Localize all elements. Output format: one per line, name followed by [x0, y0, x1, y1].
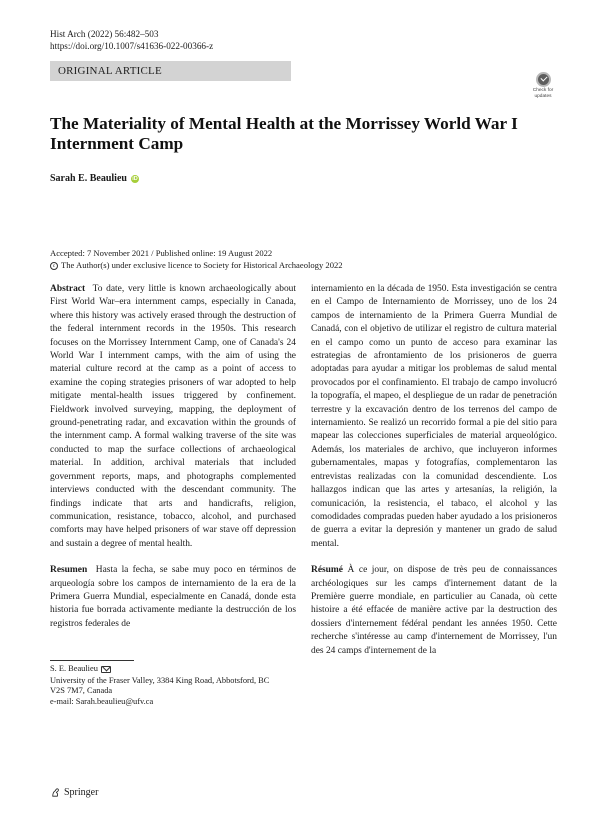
check-for-updates-badge[interactable]	[526, 72, 560, 104]
resumen-text-left: Hasta la fecha, se sabe muy poco en términos de arqueología sobre los campos de internamiento de la era de la Primera Guerra Mundial, especialmente en Canadá, donde esta historia fue borrada activamente mediante la destrucción de los registros federales de	[50, 565, 296, 629]
orcid-icon[interactable]: iD	[132, 175, 138, 182]
copyright-text: The Author(s) under exclusive licence to Society for Historical Archaeology 2022	[61, 260, 343, 270]
resume-label: Résumé	[311, 565, 343, 576]
resume-paragraph	[311, 564, 557, 658]
author-line	[50, 173, 139, 184]
footnote-divider	[50, 660, 134, 661]
author-name: Sarah E. Beaulieu	[50, 173, 127, 184]
copyright-icon: c	[50, 262, 58, 270]
author-email[interactable]: e-mail: Sarah.beaulieu@ufv.ca	[50, 696, 154, 706]
affiliation-line-2: V2S 7M7, Canada	[50, 686, 113, 696]
publication-dates: Accepted: 7 November 2021 / Published online: 19 August 2022	[50, 248, 273, 258]
author-footnote	[50, 664, 300, 707]
springer-horse-icon	[50, 787, 61, 798]
publisher-logo	[50, 787, 98, 798]
resumen-paragraph	[50, 564, 296, 631]
resumen-continuation: internamiento en la década de 1950. Esta investigación se centra en el Campo de Internamiento de Morrissey, uno de los 24 campos de internamiento de la Primera Guerra Mundial de Canadá, con el objetivo de utilizar el registro de cultura material en el campo como un punto de acceso para examinar las estrategias de afrontamiento de los prisioneros de guerra adoptadas para ayudar a mitigar los problemas de salud mental provocados por el confinamiento. El trabajo de campo involucró la topografía, el mapeo, el despliegue de un radar de penetración terrestre y la excavación dentro de los terrenos del campo de internamiento. Se realizó un recorrido formal a pie del sitio para mapear las colecciones superficiales de material arqueológico. Además, los materiales de archivo, que incluyeron informes gubernamentales, mapas y fotografías, complementaron las entrevistas realizadas con la comunidad descendiente. Los hallazgos indican que las artes y artesanías, la religión, la comunicación, la resistencia, el tabaco, el alcohol y las comodidades compradas pueden haber ayudado a los prisioneros de guerra a evitar la depresión y mantener un grado de salud mental.	[311, 284, 557, 549]
abstract-text: To date, very little is known archaeologically about First World War–era internment camps, especially in Canada, where this history was actively erased through the destruction of the federal internment records in the 1950s. This research focuses on the Morrissey Internment Camp, one of Canada's 24 World War I internment camps, with the aim of using the material culture record at the camp as a point of access to examine the coping strategies prisoners of war adopted to help mitigate mental-health issues triggered by confinement. Fieldwork involved surveying, mapping, the deployment of ground-penetrating radar, and excavation within the grounds of the internment camp. A formal walking traverse of the site was conducted to map the surface collections of archaeological material. In addition, archival materials that included government reports, maps, and photographs complemented interviews conducted with the descendant community. The findings indicate that arts and handicrafts, religion, communication, resistance, tobacco, alcohol, and purchased comforts may have helped prisoners of war stave off depression and sustain a degree of mental health.	[50, 284, 296, 549]
footnote-author-line	[50, 664, 300, 675]
check-updates-label-1: Check for	[532, 88, 554, 93]
resumen-label: Resumen	[50, 565, 88, 576]
check-updates-label-2: updates	[534, 94, 552, 99]
resume-text: À ce jour, on dispose de très peu de connaissances archéologiques sur les camps d'internement datant de la Première guerre mondiale, en particulier au Canada, où cette histoire a été effacée de manière active par la destruction des dossiers d'internement fédéral pendant les années 1950. Cette recherche s'intéresse au camp d'internement de Morrissey, l'un des 24 camps d'internement de la	[311, 565, 557, 656]
abstract-paragraph	[50, 283, 296, 551]
article-type-banner: ORIGINAL ARTICLE	[50, 61, 291, 81]
left-column	[50, 283, 296, 650]
right-column	[311, 283, 557, 778]
check-updates-icon	[536, 72, 551, 87]
footnote-author: S. E. Beaulieu	[50, 664, 98, 673]
doi-link[interactable]: https://doi.org/10.1007/s41636-022-00366-z	[50, 41, 214, 51]
affiliation-line-1: University of the Fraser Valley, 3384 King Road, Abbotsford, BC	[50, 675, 270, 685]
article-title: The Materiality of Mental Health at the Morrissey World War I Internment Camp	[50, 114, 518, 153]
copyright-line	[50, 260, 343, 271]
publisher-name: Springer	[64, 787, 99, 798]
envelope-icon[interactable]	[101, 666, 111, 673]
journal-reference: Hist Arch (2022) 56:482–503	[50, 29, 159, 39]
abstract-label: Abstract	[50, 284, 86, 294]
